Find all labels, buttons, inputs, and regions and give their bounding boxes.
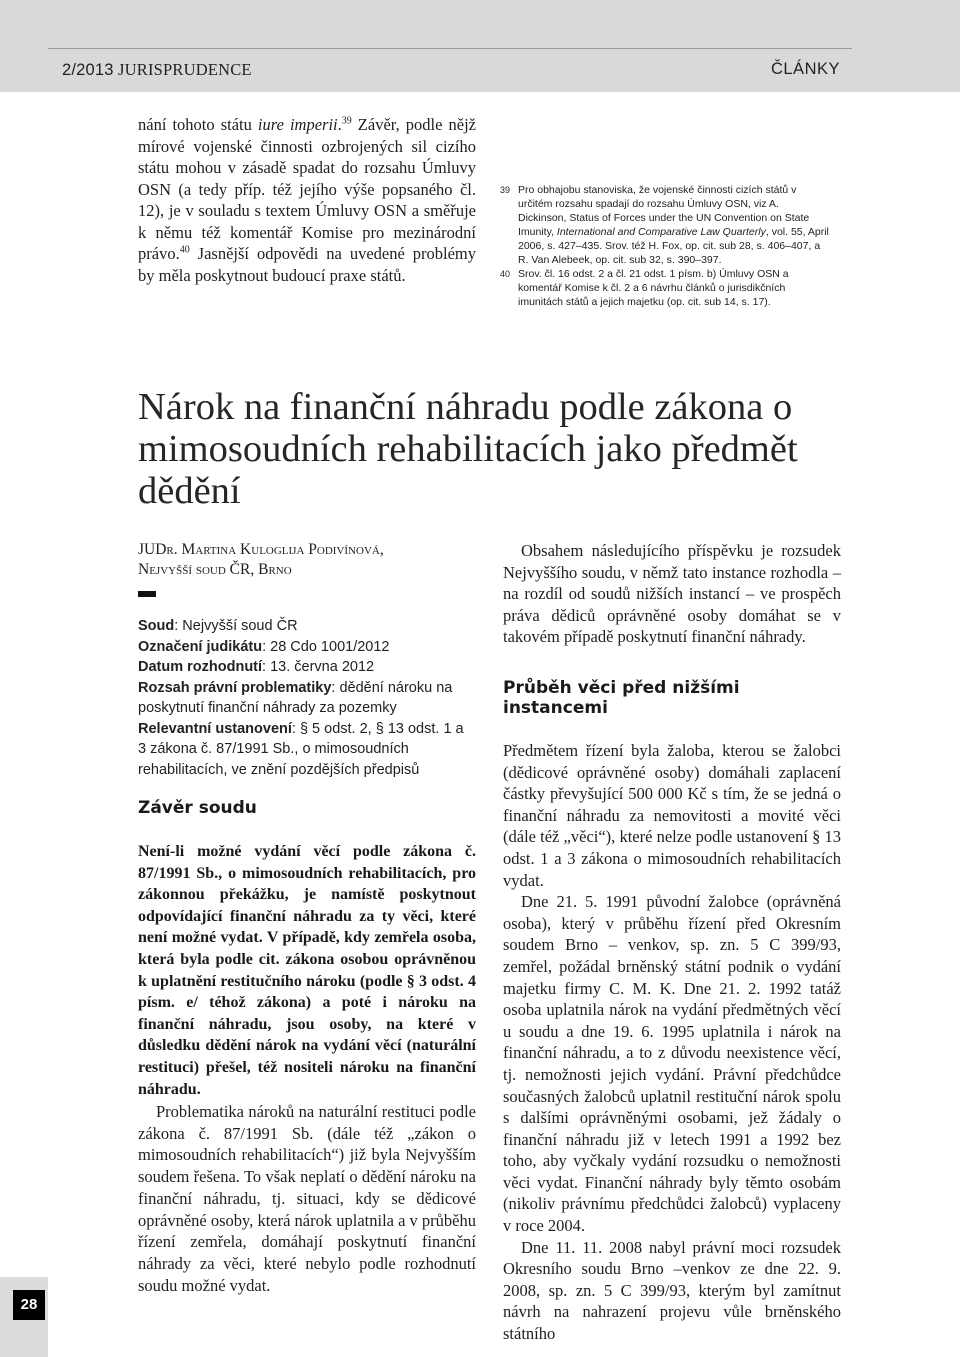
journal-issue (62, 60, 252, 80)
body-text (503, 740, 841, 1345)
article-title: Nárok na finanční náhradu podle zákona o mimosoudních rehabilitacích jako předmět dědění (138, 386, 798, 512)
meta-scope: Rozsah právní problematiky: dědění nároku na poskytnutí finanční náhrady za pozemky (138, 679, 453, 716)
text-fragment: . (337, 115, 342, 134)
footnote-italic: International and Comparative Law Quarterly (556, 226, 766, 238)
meta-reference: Označení judikátu: 28 Cdo 1001/2012 (138, 638, 390, 655)
journal-name: JURISPRUDENCE (118, 60, 252, 79)
meta-court: Soud: Nejvyšší soud ČR (138, 618, 298, 634)
footnote-text: Srov. čl. 16 odst. 2 a čl. 21 odst. 1 písm. b) Úmluvy OSN a komentář Komise k čl. 2 a 6 návrhu článků o jurisdikčních imunitách států a jejich majetku (op. cit. sub 14, s. 17). (518, 268, 789, 308)
separator-dash (138, 591, 156, 597)
page-number: 28 (13, 1290, 45, 1320)
case-metadata (138, 616, 474, 780)
running-header (0, 0, 960, 92)
footnote-number: 40 (500, 269, 511, 279)
paragraph: Obsahem následujícího příspěvku je rozsudek Nejvyššího soudu, v němž tato instance rozhodla – na rozdíl od soudů nižších instancí – ve prospěch práva dědiců oprávněné osoby domáhat se v takovém případě poskytnutí finanční náhrady. (503, 541, 841, 647)
paragraph: Problematika nároků na naturální restituci podle zákona č. 87/1991 Sb. (dále též „zákon o mimosoudních rehabilitacích“) již byla Nejvyšším soudem řešena. To však neplatí o dědění nároku na finanční náhradu, tj. situaci, kdy se dědicové oprávněné osoby, která nárok uplatnila a v průběhu řízení zemřela, domáhají poskytnutí finanční náhrady za věci, které nebylo podle rozhodnutí soudu možné vydat. (138, 1102, 476, 1295)
italic-term: iure imperii (257, 115, 338, 134)
section-heading-prubeh: Průběh věci před nižšími instancemi (503, 678, 740, 718)
author-byline (138, 540, 478, 580)
court-holding: Není-li možné vydání věcí podle zákona č. 87/1991 Sb., o mimosoudních rehabilitacích, pro zákonnou překážku, je namístě poskytnout odpovídající finanční náhradu za ty věci, které není možné vydat. V případě, kdy zemřela osoba, která byla podle cit. zákona osobou oprávněnou k uplatnění restitučního nároku (podle § 3 odst. 4 písm. e/ téhož zákona) a poté i nároku na finanční náhradu, jsou osoby, na které v důsledku dědění nárok na vydání věcí (naturální restituci) přešel, též nositeli nároku na finanční náhradu. (138, 843, 476, 1098)
footnote-text: Pro obhajobu stanoviska, že vojenské činnosti cizích států v určitém rozsahu spadají do rozsahu Úmluvy OSN, viz A. Dickinson, Status of Forces under the UN Convention on State Imunity, (518, 184, 810, 238)
meta-provisions: Relevantní ustanovení: § 5 odst. 2, § 13 odst. 1 a 3 zákona č. 87/1991 Sb., o mimosoudních rehabilitacích, ve znění pozdějších předpisů (138, 720, 464, 778)
footnotes (500, 183, 830, 309)
author-name: JUDr. Martina Kuloglija Podivínová, (138, 541, 384, 558)
body-paragraph (138, 1101, 476, 1296)
footnote (500, 183, 830, 267)
text-fragment: Jasnější odpovědi na uvedené problémy by měla poskytnout budoucí praxe států. (138, 244, 476, 285)
paragraph: Dne 21. 5. 1991 původní žalobce (oprávněná osoba), který v průběhu řízení před Okresním soudem Brno – venkov, sp. zn. 5 C 399/93, zemřel, požádal brněnský státní podnik o vydání majetku firmy C. M. K. Dne 21. 2. 1992 tatáž osoba uplatnila nárok na vydání předmětných věcí u soudu a dne 19. 6. 1995 uplatnila i nárok na finanční náhradu, a to z důvodu neexistence věcí, tj. nemožnosti jejich vydání. Právní předchůdce současných žalobců uplatnil restituční nárok spolu s dalšími oprávněnými osobami, jež žádaly o finanční náhradu již v letech 1991 a 1992 bez toho, aby vyčkaly vydání rozsudku o nemožnosti věci vydat. Finanční náhrady byly těmto osobám (nikoliv právnímu předchůdci žalobců) vyplaceny v roce 2004. (503, 892, 841, 1236)
footnote-text: , vol. 55, April 2006, s. 427–435. Srov. též H. Fox, op. cit. sub 28, s. 406–407, a R. Van Alebeek, op. cit. sub 32, s. 390–397. (518, 226, 829, 266)
section-label: ČLÁNKY (770, 60, 840, 78)
intro-paragraph (503, 540, 841, 648)
footnote (500, 267, 830, 309)
paragraph: Předmětem řízení byla žaloba, kterou se žalobci (dědicové oprávněné osoby) domáhali zaplacení částky převyšující 500 000 Kč s tím, že se jedná o finanční náhradu za nemovitosti a movité věci (dále též „věci“), které nelze podle ustanovení § 13 odst. 1 a 3 zákona o mimosoudních rehabilitacích vydat. (503, 741, 841, 890)
author-affiliation: Nejvyšší soud ČR, Brno (138, 561, 292, 578)
text-fragment: nání tohoto státu (138, 115, 258, 134)
issue-number: 2/2013 (62, 61, 114, 79)
paragraph: Dne 11. 11. 2008 nabyl právní moci rozsudek Okresního soudu Brno –venkov ze dne 22. 9. 2008, sp. zn. 5 C 399/93, kterým byl zamítnut návrh na nahrazení projevu vůle brněnského státního (503, 1237, 841, 1344)
footnote-ref: 39 (341, 115, 352, 127)
text-fragment: Závěr, podle nějž mírové vojenské činnosti ozbrojených sil cizího státu mohou v zásadě spadat do rozsahu Úmluvy OSN (a tedy příp. též jejího výše popsaného čl. 12), je v souladu s textem Úmluvy OSN a směřuje k němu též komentář Komise pro mezinárodní právo. (138, 115, 476, 263)
meta-date: Datum rozhodnutí: 13. června 2012 (138, 659, 375, 675)
footnote-ref: 40 (179, 244, 190, 256)
continuation-paragraph (138, 114, 476, 286)
header-rule (48, 48, 852, 49)
section-heading-zaver: Závěr soudu (138, 798, 257, 818)
footnote-number: 39 (500, 185, 511, 195)
